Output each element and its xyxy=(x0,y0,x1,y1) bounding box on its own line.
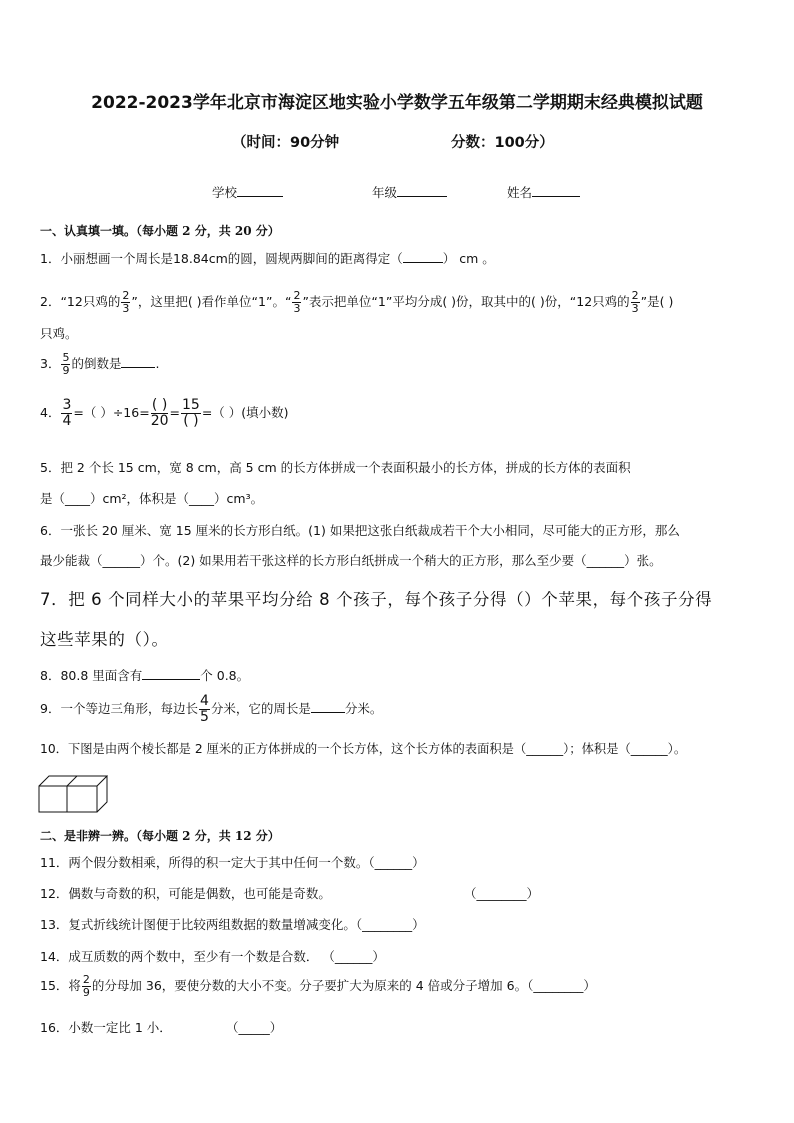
question-15: 15．将 $\frac{2}{9}$ 的分母加 36，要使分数的大小不变。分子要扩大为原来的 4 倍或分子增加 6。（________） xyxy=(40,973,596,999)
cuboid-figure xyxy=(38,774,108,814)
question-7-line1: 7．把 6 个同样大小的苹果平均分给 8 个孩子，每个孩子分得（）个苹果，每个孩子分得 xyxy=(40,590,713,609)
question-14: 14．成互质数的两个数中，至少有一个数是合数． （______） xyxy=(40,949,385,964)
question-5-line1: 5．把 2 个长 15 cm，宽 8 cm，高 5 cm 的长方体拼成一个表面积最小的长方体，拼成的长方体的表面积 xyxy=(40,460,631,475)
question-7-line2: 这些苹果的（）。 xyxy=(40,630,169,649)
question-6-line1: 6．一张长 20 厘米、宽 15 厘米的长方形白纸。(1) 如果把这张白纸裁成若干个大小相同，尽可能大的正方形，那么 xyxy=(40,523,680,538)
question-5-line2: 是（____）cm²，体积是（____）cm³。 xyxy=(40,491,264,506)
fraction: $\frac{4}{5}$ xyxy=(199,693,209,725)
answer-blank xyxy=(311,700,345,713)
question-12-answer: （________） xyxy=(464,886,540,901)
answer-blank xyxy=(403,250,443,263)
question-8: 8．80.8 里面含有 个 0.8。 xyxy=(40,668,250,683)
question-16: 16．小数一定比 1 小． xyxy=(40,1020,172,1035)
question-2: 2．“12只鸡的 $\frac{2}{3}$ ”，这里把( )看作单位“1”。“ $\frac{2}{3}$ ”表示把单位“1”平均分成( )份，取其中的( )份，“12只鸡的 $\frac{2}{3}$ ”是( ) xyxy=(40,289,674,315)
school-label: 学校 xyxy=(212,185,238,200)
question-10: 10．下图是由两个棱长都是 2 厘米的正方体拼成的一个长方体，这个长方体的表面积是（______）；体积是（______）。 xyxy=(40,742,687,756)
fraction: $\frac{( )}{20}$ xyxy=(150,397,169,429)
name-label: 姓名 xyxy=(507,185,533,200)
school-field xyxy=(212,183,283,201)
fraction: $\frac{5}{9}$ xyxy=(62,351,70,377)
question-6-line2: 最少能裁（______）个。(2) 如果用若干张这样的长方形白纸拼成一个稍大的正方形，那么至少要（______）张。 xyxy=(40,553,662,568)
answer-blank xyxy=(121,355,155,368)
grade-field xyxy=(372,183,447,201)
fraction: $\frac{15}{( )}$ xyxy=(182,397,200,429)
name-blank xyxy=(532,184,580,197)
question-4: 4． $\frac{3}{4}$ =（ ）÷16= $\frac{( )}{20}$ = $\frac{15}{( )}$ =（ ）(填小数) xyxy=(40,397,289,429)
score-label: 分数：100分） xyxy=(451,135,554,151)
question-1: 1．小丽想画一个周长是18.84cm的圆，圆规两脚间的距离得定（ ） cm 。 xyxy=(40,251,495,266)
school-blank xyxy=(237,184,283,197)
question-2-line2: 只鸡。 xyxy=(40,326,78,341)
fraction: $\frac{2}{9}$ xyxy=(82,973,90,999)
fraction: $\frac{3}{4}$ xyxy=(62,397,72,429)
question-9: 9．一个等边三角形，每边长 $\frac{4}{5}$ 分米，它的周长是 分米。 xyxy=(40,693,383,725)
section2-heading: 二、是非辨一辨。（每小题 2 分，共 12 分） xyxy=(40,829,280,843)
question-16-answer: （_____） xyxy=(226,1020,283,1035)
question-3: 3． $\frac{5}{9}$ 的倒数是 . xyxy=(40,351,160,377)
page-title: 2022-2023学年北京市海淀区地实验小学数学五年级第二学期期末经典模拟试题 xyxy=(91,93,703,113)
fraction: $\frac{2}{3}$ xyxy=(122,289,130,315)
fraction: $\frac{2}{3}$ xyxy=(631,289,639,315)
question-13: 13．复式折线统计图便于比较两组数据的数量增减变化。（________） xyxy=(40,917,425,932)
time-label: （时间：90分钟 xyxy=(232,135,340,151)
question-11: 11．两个假分数相乘，所得的积一定大于其中任何一个数。（______） xyxy=(40,855,425,870)
grade-blank xyxy=(397,184,447,197)
answer-blank xyxy=(142,667,200,680)
section1-heading: 一、认真填一填。（每小题 2 分，共 20 分） xyxy=(40,224,280,238)
fraction: $\frac{2}{3}$ xyxy=(293,289,301,315)
name-field xyxy=(507,183,580,201)
grade-label: 年级 xyxy=(372,185,398,200)
question-12: 12．偶数与奇数的积，可能是偶数，也可能是奇数。 xyxy=(40,886,331,901)
